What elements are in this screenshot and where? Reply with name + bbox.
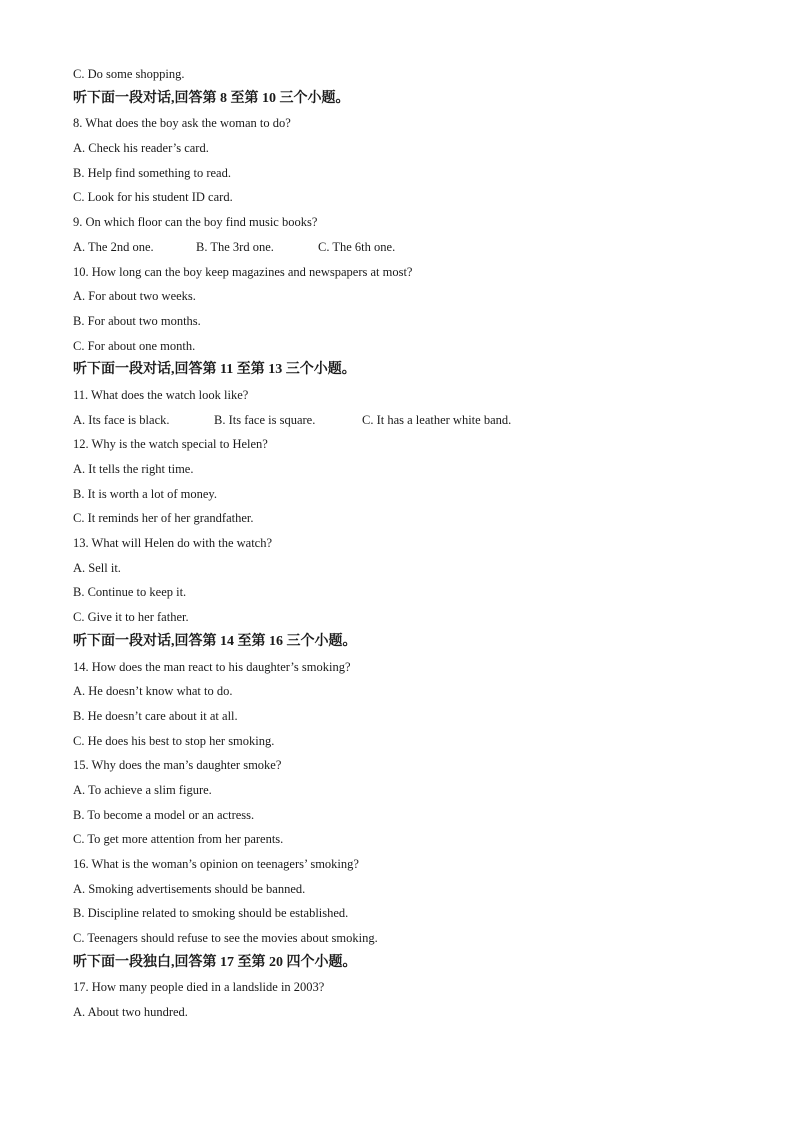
option-line: A. Check his reader’s card. — [73, 141, 209, 156]
question-line: 11. What does the watch look like? — [73, 387, 249, 402]
option-line: C. Look for his student ID card. — [73, 190, 233, 205]
section-heading: 听下面一段独白,回答第 17 至第 20 四个小题。 — [73, 954, 357, 970]
option-line: A. For about two weeks. — [73, 289, 196, 304]
option-line: B. Help find something to read. — [73, 165, 231, 180]
option-line: C. For about one month. — [73, 338, 196, 353]
option-line: B. Continue to keep it. — [73, 585, 187, 600]
option-line: C. Do some shopping. — [73, 67, 185, 81]
option-a: A. The 2nd one. — [73, 239, 154, 254]
option-line: C. To get more attention from her parents. — [73, 832, 284, 847]
option-line: C. It reminds her of her grandfather. — [73, 511, 254, 526]
option-line: B. Discipline related to smoking should be established. — [73, 906, 349, 921]
option-line: A. To achieve a slim figure. — [73, 782, 212, 797]
section-heading: 听下面一段对话,回答第 11 至第 13 三个小题。 — [73, 362, 356, 378]
option-line: C. Teenagers should refuse to see the movies about smoking. — [73, 931, 378, 946]
question-line: 12. Why is the watch special to Helen? — [73, 437, 268, 452]
question-line: 15. Why does the man’s daughter smoke? — [73, 758, 282, 773]
option-line: A. It tells the right time. — [73, 462, 194, 476]
question-line: 8. What does the boy ask the woman to do? — [73, 116, 291, 131]
question-line: 10. How long can the boy keep magazines and newspapers at most? — [73, 264, 413, 279]
option-line: C. He does his best to stop her smoking. — [73, 733, 275, 748]
question-line: 13. What will Helen do with the watch? — [73, 536, 273, 551]
option-line: A. He doesn’t know what to do. — [73, 684, 233, 699]
option-line: A. About two hundred. — [73, 1005, 188, 1020]
option-line: A. Smoking advertisements should be banned. — [73, 881, 306, 896]
option-line: C. Give it to her father. — [73, 610, 189, 625]
options-row — [73, 408, 733, 433]
option-b: B. The 3rd one. — [196, 239, 274, 254]
option-line: B. To become a model or an actress. — [73, 807, 255, 822]
option-c: C. It has a leather white band. — [362, 412, 512, 427]
option-line: A. Sell it. — [73, 560, 121, 575]
option-line: B. It is worth a lot of money. — [73, 486, 217, 501]
option-line: B. He doesn’t care about it at all. — [73, 708, 238, 723]
question-line: 17. How many people died in a landslide in 2003? — [73, 980, 325, 995]
option-line: B. For about two months. — [73, 313, 201, 328]
document-page — [73, 62, 733, 1025]
question-line: 16. What is the woman’s opinion on teenagers’ smoking? — [73, 857, 359, 871]
question-line: 14. How does the man react to his daughter’s smoking? — [73, 659, 351, 674]
option-a: A. Its face is black. — [73, 412, 170, 427]
question-line: 9. On which floor can the boy find music books? — [73, 215, 318, 230]
options-row — [73, 235, 733, 260]
option-b: B. Its face is square. — [214, 412, 316, 427]
option-c: C. The 6th one. — [318, 239, 396, 254]
section-heading: 听下面一段对话,回答第 14 至第 16 三个小题。 — [73, 633, 357, 649]
section-heading: 听下面一段对话,回答第 8 至第 10 三个小题。 — [73, 90, 350, 106]
